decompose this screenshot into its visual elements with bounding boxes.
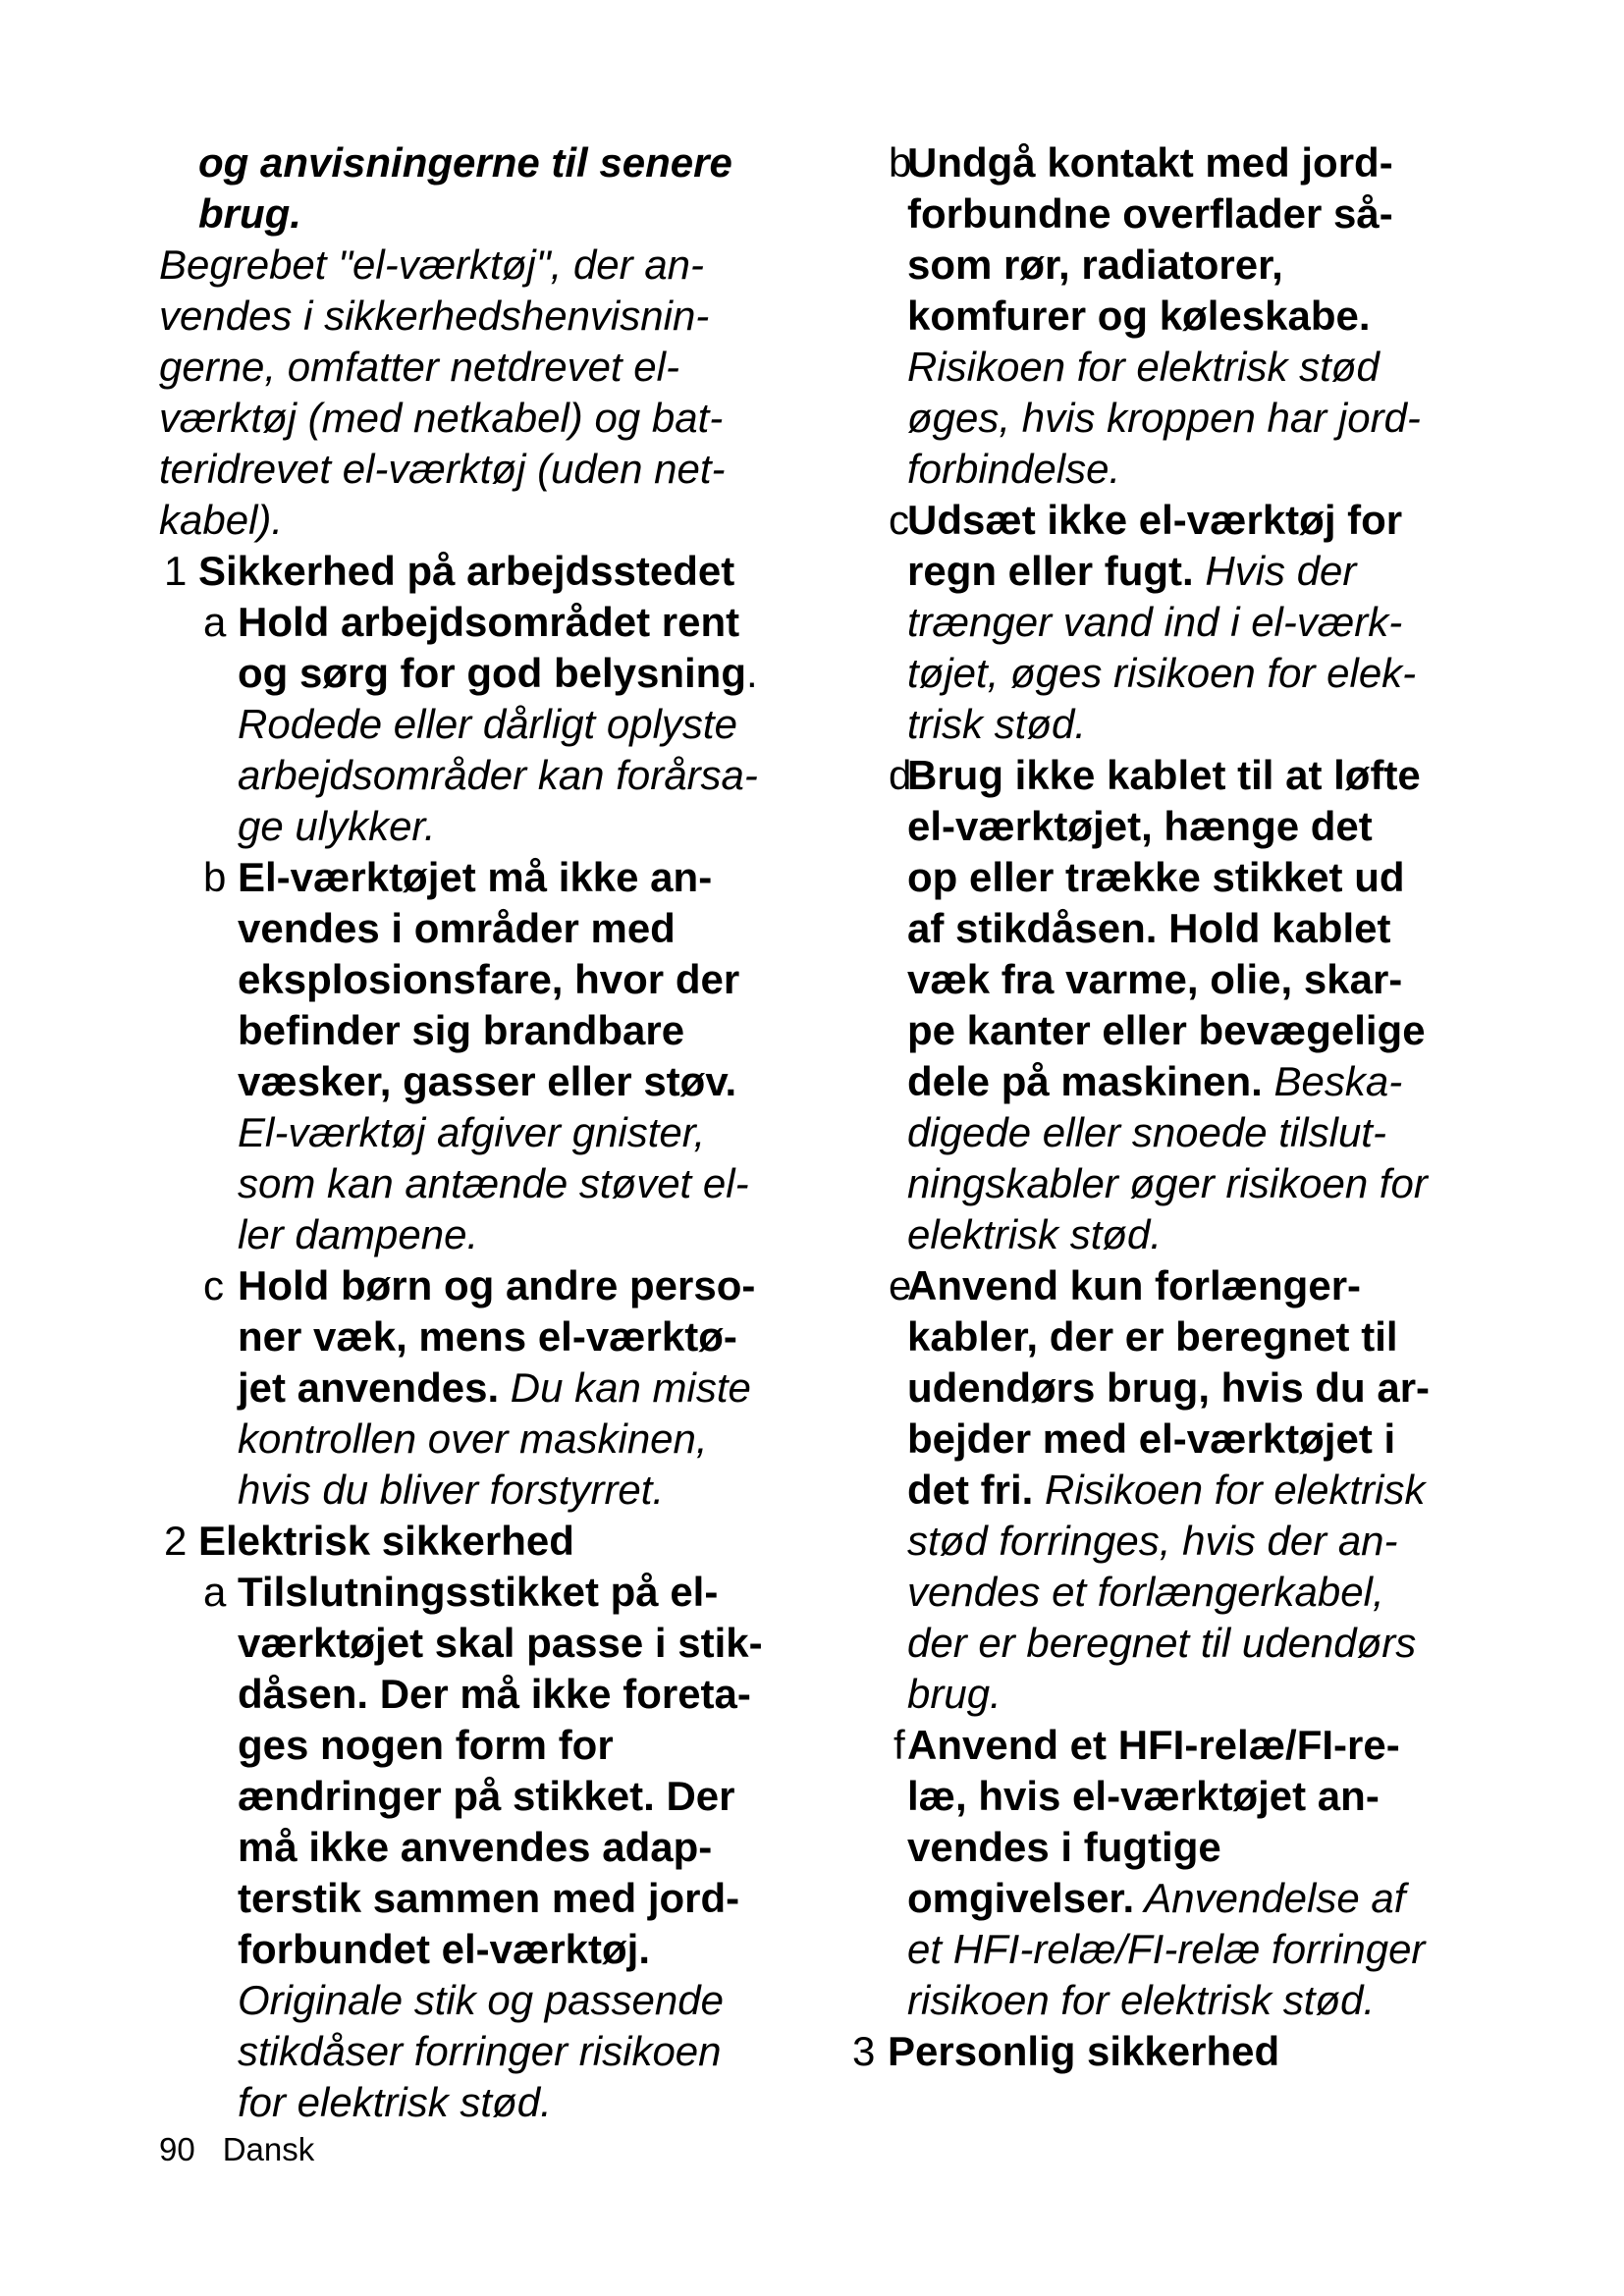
- item-2d-line: [852, 750, 1490, 801]
- item-1a-line: [159, 597, 797, 648]
- definition-line: værktøj (med netkabel) og bat-: [159, 395, 724, 441]
- item-2f-line: risikoen for elektrisk stød.: [907, 1977, 1376, 2023]
- item-text: Risikoen for elektrisk: [1033, 1467, 1426, 1513]
- item-text: det fri.: [907, 1467, 1034, 1513]
- section-number: 2: [164, 1518, 188, 1564]
- item-1c-line: hvis du bliver forstyrret.: [238, 1467, 665, 1513]
- item-marker: b: [203, 854, 227, 900]
- item-2d-line: af stikdåsen. Hold kablet: [907, 905, 1391, 951]
- item-2e-line: [852, 1465, 1490, 1516]
- item-text: Anvendelse af: [1134, 1875, 1406, 1921]
- item-text: regn eller fugt.: [907, 548, 1194, 594]
- item-2d-line: digede eller snoede tilslut-: [907, 1109, 1386, 1155]
- definition-line: kabel).: [159, 497, 284, 543]
- item-text: Udsæt ikke el-værktøj for: [907, 497, 1403, 543]
- item-text: Du kan miste: [499, 1364, 751, 1411]
- section-number: 3: [852, 2028, 876, 2074]
- item-2b-line: forbindelse.: [907, 446, 1121, 492]
- item-2d-line: op eller trække stikket ud: [907, 854, 1405, 900]
- right-column: [852, 137, 1490, 2077]
- item-text: Undgå kontakt med jord-: [907, 139, 1393, 186]
- page-number: 90: [159, 2131, 195, 2167]
- page-footer: [159, 2130, 314, 2169]
- item-marker: f: [893, 1722, 905, 1768]
- item-2c-line: [852, 546, 1490, 597]
- item-2e-line: brug.: [907, 1671, 1001, 1717]
- item-2a-line: [159, 1567, 797, 1618]
- item-2e-line: der er beregnet til udendørs: [907, 1620, 1417, 1666]
- section-number: 1: [164, 548, 188, 594]
- item-1a-line: ge ulykker.: [238, 803, 436, 849]
- item-1a-line: arbejdsområder kan forårsa-: [238, 752, 758, 798]
- item-1b-line: ler dampene.: [238, 1211, 479, 1257]
- intro-line: og anvisningerne til senere: [198, 139, 732, 186]
- item-2a-line: terstik sammen med jord-: [238, 1875, 740, 1921]
- definition-line: vendes i sikkerhedshenvisnin-: [159, 293, 710, 339]
- item-1b-line: vendes i områder med: [238, 905, 676, 951]
- item-2a-line: ændringer på stikket. Der: [238, 1773, 735, 1819]
- item-2c-line: trisk stød.: [907, 701, 1087, 747]
- item-2e-line: bejder med el-værktøjet i: [907, 1415, 1396, 1462]
- item-text: dele på maskinen.: [907, 1058, 1263, 1104]
- item-1b-line: [159, 852, 797, 903]
- item-2b-line: komfurer og køleskabe.: [907, 293, 1371, 339]
- item-text: Hold børn og andre perso-: [238, 1262, 756, 1308]
- item-2e-line: udendørs brug, hvis du ar-: [907, 1364, 1431, 1411]
- item-1c-line: kontrollen over maskinen,: [238, 1415, 708, 1462]
- intro-line: brug.: [198, 190, 301, 237]
- item-2e-line: [852, 1260, 1490, 1311]
- item-1b-line: befinder sig brandbare: [238, 1007, 685, 1053]
- item-2a-line: for elektrisk stød.: [238, 2079, 552, 2125]
- item-2d-line: pe kanter eller bevægelige: [907, 1007, 1426, 1053]
- item-2f-line: [852, 1873, 1490, 1924]
- item-1a-line: [159, 648, 797, 699]
- footer-language: Dansk: [222, 2131, 315, 2167]
- item-text: omgivelser.: [907, 1875, 1135, 1921]
- item-marker: c: [203, 1262, 224, 1308]
- item-2d-line: ningskabler øger risikoen for: [907, 1160, 1428, 1206]
- item-2d-line: væk fra varme, olie, skar-: [907, 956, 1403, 1002]
- item-2a-line: forbundet el-værktøj.: [238, 1926, 651, 1972]
- item-2a-line: værktøjet skal passe i stik-: [238, 1620, 763, 1666]
- item-1c-line: [159, 1362, 797, 1414]
- item-2e-line: kabler, der er beregnet til: [907, 1313, 1398, 1360]
- item-text: Tilslutningsstikket på el-: [238, 1569, 719, 1615]
- section-title: Sikkerhed på arbejdsstedet: [198, 548, 735, 594]
- item-2d-line: [852, 1056, 1490, 1107]
- item-2b-line: som rør, radiatorer,: [907, 241, 1283, 288]
- item-1b-line: væsker, gasser eller støv.: [238, 1058, 737, 1104]
- item-2b-line: Risikoen for elektrisk stød: [907, 344, 1380, 390]
- item-text: .: [746, 650, 758, 696]
- item-marker: b: [889, 139, 912, 186]
- item-marker: d: [889, 752, 912, 798]
- item-text: El-værktøjet må ikke an-: [238, 854, 713, 900]
- item-2b-line: øges, hvis kroppen har jord-: [907, 395, 1421, 441]
- item-marker: e: [889, 1262, 912, 1308]
- section-title: Personlig sikkerhed: [888, 2028, 1280, 2074]
- item-2a-line: ges nogen form for: [238, 1722, 614, 1768]
- item-2c-line: [852, 495, 1490, 546]
- item-2d-line: el-værktøjet, hænge det: [907, 803, 1373, 849]
- section-3-heading: [852, 2026, 1490, 2077]
- item-2f-line: læ, hvis el-værktøjet an-: [907, 1773, 1380, 1819]
- item-text: og sørg for god belysning: [238, 650, 746, 696]
- item-text: jet anvendes.: [238, 1364, 500, 1411]
- definition-line: teridrevet el-værktøj (uden net-: [159, 446, 726, 492]
- item-2a-line: stikdåser forringer risikoen: [238, 2028, 722, 2074]
- definition-line: Begrebet "el-værktøj", der an-: [159, 241, 705, 288]
- item-2e-line: vendes et forlængerkabel,: [907, 1569, 1384, 1615]
- item-2f-line: et HFI-relæ/FI-relæ forringer: [907, 1926, 1426, 1972]
- item-2c-line: trænger vand ind i el-værk-: [907, 599, 1403, 645]
- item-marker: a: [203, 1569, 227, 1615]
- item-2f-line: vendes i fugtige: [907, 1824, 1221, 1870]
- item-1c-line: [159, 1260, 797, 1311]
- item-2a-line: Originale stik og passende: [238, 1977, 724, 2023]
- item-2f-line: [852, 1720, 1490, 1771]
- item-2e-line: stød forringes, hvis der an-: [907, 1518, 1398, 1564]
- item-2b-line: [852, 137, 1490, 188]
- item-2d-line: elektrisk stød.: [907, 1211, 1163, 1257]
- item-2a-line: dåsen. Der må ikke foreta-: [238, 1671, 751, 1717]
- item-text: Brug ikke kablet til at løfte: [907, 752, 1421, 798]
- section-title: Elektrisk sikkerhed: [198, 1518, 574, 1564]
- item-text: Anvend et HFI-relæ/FI-re-: [907, 1722, 1400, 1768]
- item-text: Hvis der: [1193, 548, 1357, 594]
- section-1-heading: [159, 546, 797, 597]
- item-text: Beska-: [1262, 1058, 1403, 1104]
- item-2c-line: tøjet, øges risikoen for elek-: [907, 650, 1417, 696]
- item-text: Anvend kun forlænger-: [907, 1262, 1362, 1308]
- definition-line: gerne, omfatter netdrevet el-: [159, 344, 679, 390]
- item-1b-line: El-værktøj afgiver gnister,: [238, 1109, 706, 1155]
- item-marker: a: [203, 599, 227, 645]
- item-1b-line: eksplosionsfare, hvor der: [238, 956, 740, 1002]
- item-text: Hold arbejdsområdet rent: [238, 599, 740, 645]
- item-1b-line: som kan antænde støvet el-: [238, 1160, 749, 1206]
- item-1a-line: Rodede eller dårligt oplyste: [238, 701, 737, 747]
- item-2b-line: forbundne overflader så-: [907, 190, 1393, 237]
- section-2-heading: [159, 1516, 797, 1567]
- left-column: [159, 137, 797, 2128]
- item-1c-line: ner væk, mens el-værktø-: [238, 1313, 737, 1360]
- item-2a-line: må ikke anvendes adap-: [238, 1824, 713, 1870]
- item-marker: c: [889, 497, 909, 543]
